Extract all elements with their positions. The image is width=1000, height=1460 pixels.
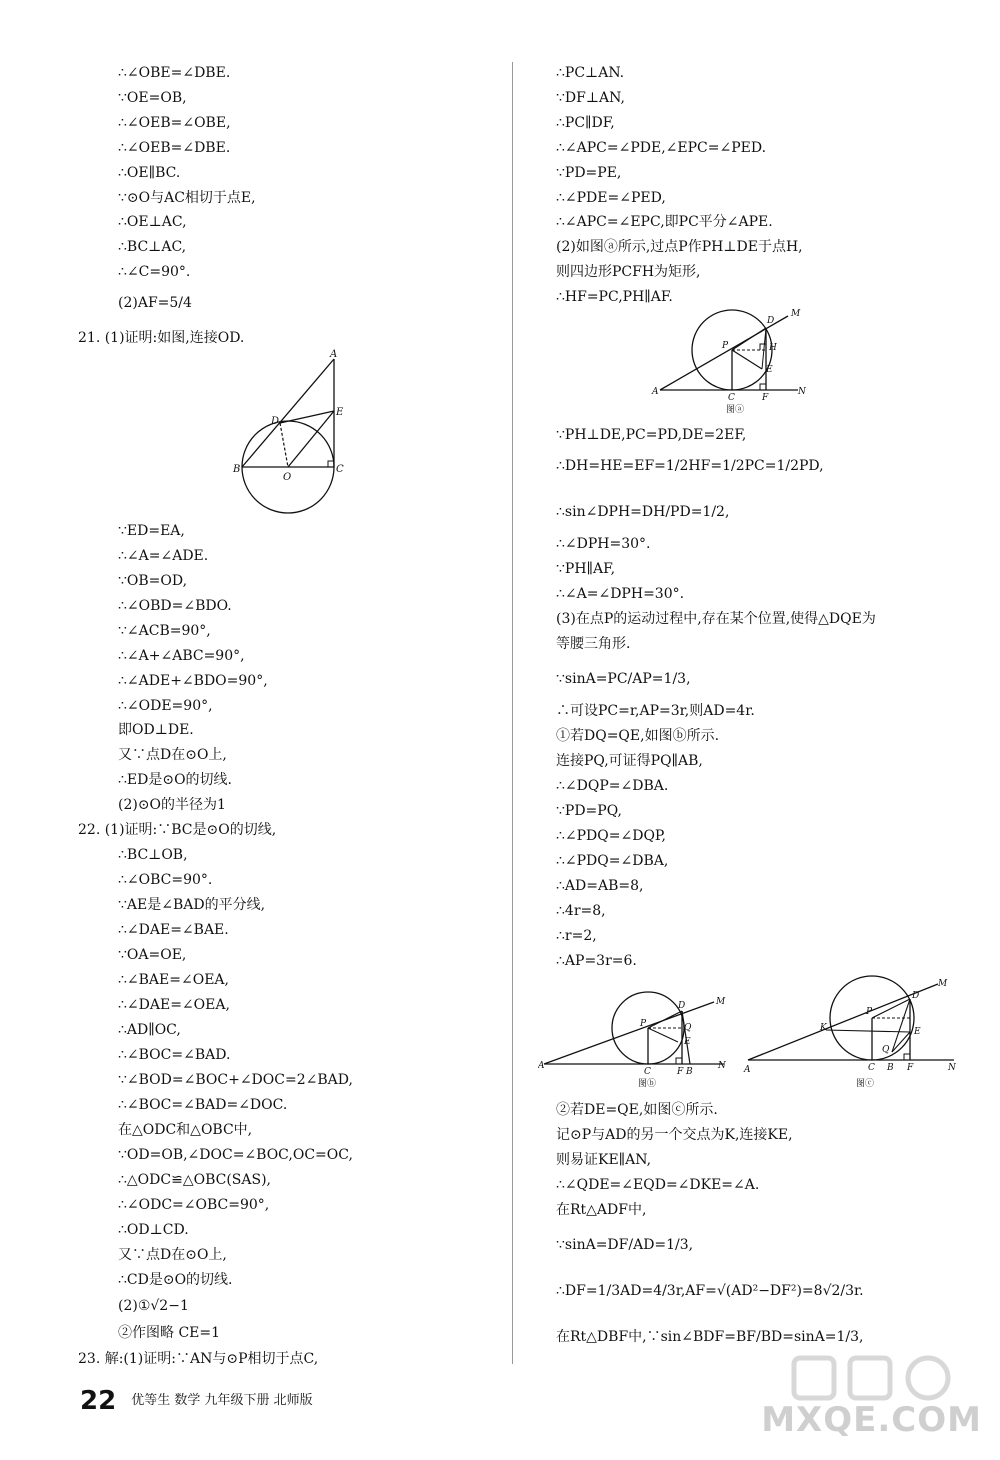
text-line: ∵DF⊥AN,	[556, 90, 625, 106]
geometry-diagram-b	[538, 988, 738, 1100]
text-line: ∵PD=PE,	[556, 165, 622, 181]
text-line: 记⊙P与AD的另一个交点为K,连接KE,	[556, 1127, 793, 1143]
svg-text:N: N	[798, 387, 806, 397]
text-line: ∴4r=8,	[556, 903, 606, 919]
svg-text:P: P	[722, 341, 729, 351]
text-line: ∵ED=EA,	[118, 523, 185, 539]
svg-text:K: K	[820, 1023, 827, 1033]
text-line: ∴∠APC=∠EPC,即PC平分∠APE.	[556, 214, 773, 230]
text-line: ∴OD⊥CD.	[118, 1222, 189, 1238]
text-line: (2)AF=5/4	[118, 295, 192, 311]
text-line: ∴AP=3r=6.	[556, 953, 637, 969]
text-line: ∴AD∥OC,	[118, 1022, 181, 1038]
watermark-logo	[790, 1352, 960, 1402]
text-line: ∴PC⊥AN.	[556, 65, 625, 81]
text-line: 21. (1)证明:如图,连接OD.	[78, 330, 245, 346]
figure-b	[538, 988, 738, 1104]
geometry-diagram-a	[648, 306, 808, 418]
geometry-diagram-21	[230, 345, 360, 520]
text-line: (2)如图ⓐ所示,过点P作PH⊥DE于点H,	[556, 239, 803, 255]
svg-text:F: F	[677, 1067, 684, 1077]
svg-text:B: B	[686, 1067, 693, 1077]
text-line: ∴∠A=∠ADE.	[118, 548, 209, 564]
svg-text:B: B	[233, 464, 241, 475]
text-line: ∴DH=HE=EF=1/2HF=1/2PC=1/2PD,	[556, 458, 824, 474]
text-line: ∴∠PDE=∠PED,	[556, 190, 666, 206]
text-line: ∴∠DQP=∠DBA.	[556, 778, 669, 794]
figure-21	[230, 345, 360, 524]
text-line: ∴HF=PC,PH∥AF.	[556, 289, 673, 305]
text-line: ∴∠BOC=∠BAD.	[118, 1047, 231, 1063]
text-line: ∴∠OBE=∠DBE.	[118, 65, 231, 81]
figure-a-caption: 图ⓐ	[726, 405, 745, 415]
svg-text:B: B	[887, 1063, 894, 1073]
text-line: ①若DQ=QE,如图ⓑ所示.	[556, 728, 720, 744]
text-line: ∴∠PDQ=∠DQP,	[556, 828, 666, 844]
svg-text:C: C	[728, 393, 735, 403]
geometry-diagram-c	[742, 972, 962, 1092]
text-line: ∵∠ACB=90°,	[118, 623, 211, 639]
text-line: 则易证KE∥AN,	[556, 1152, 652, 1168]
svg-text:N: N	[718, 1061, 726, 1071]
text-line: ∴∠A+∠ABC=90°,	[118, 648, 245, 664]
text-line: (2)①√2−1	[118, 1298, 189, 1314]
text-line: 在△ODC和△OBC中,	[118, 1122, 253, 1138]
text-line: 又∵点D在⊙O上,	[118, 1247, 227, 1263]
text-line: ∴∠DAE=∠BAE.	[118, 922, 229, 938]
text-line: ∴BC⊥OB,	[118, 847, 188, 863]
text-line: ∴BC⊥AC,	[118, 239, 187, 255]
text-line: 又∵点D在⊙O上,	[118, 747, 227, 763]
svg-text:D: D	[912, 991, 920, 1001]
text-line: ∴ED是⊙O的切线.	[118, 772, 233, 788]
page-footer	[80, 1386, 313, 1416]
text-line: ∴∠BOC=∠BAD=∠DOC.	[118, 1097, 288, 1113]
text-line: ∴∠ODC=∠OBC=90°,	[118, 1197, 270, 1213]
text-line: ∴AD=AB=8,	[556, 878, 644, 894]
text-line: ∴△ODC≌△OBC(SAS),	[118, 1172, 271, 1188]
text-line: ∴∠A=∠DPH=30°.	[556, 586, 685, 602]
text-line: 在Rt△ADF中,	[556, 1202, 647, 1218]
svg-text:P: P	[866, 1007, 873, 1017]
text-line: ∴∠OEB=∠OBE,	[118, 115, 231, 131]
text-line: ∴DF=1/3AD=4/3r,AF=√(AD²−DF²)=8√2/3r.	[556, 1283, 864, 1299]
text-line: ∵PD=PQ,	[556, 803, 622, 819]
svg-text:D: D	[678, 1001, 686, 1011]
text-line: ∴r=2,	[556, 928, 597, 944]
text-line: ∴∠DAE=∠OEA,	[118, 997, 230, 1013]
page-number: 22	[80, 1386, 117, 1416]
text-line: 等腰三角形.	[556, 636, 631, 652]
svg-text:A: A	[652, 387, 659, 397]
text-line: ∴PC∥DF,	[556, 115, 615, 131]
text-line: 则四边形PCFH为矩形,	[556, 264, 701, 280]
svg-text:M: M	[716, 997, 726, 1007]
text-line: ∴∠BAE=∠OEA,	[118, 972, 229, 988]
watermark-text: MXQE.COM	[761, 1400, 982, 1440]
text-line: ∴∠OEB=∠DBE.	[118, 140, 231, 156]
text-line: ∴∠C=90°.	[118, 264, 191, 280]
text-line: ∴∠APC=∠PDE,∠EPC=∠PED.	[556, 140, 767, 156]
svg-text:A: A	[744, 1065, 751, 1075]
svg-text:H: H	[769, 343, 777, 353]
svg-text:C: C	[336, 464, 344, 475]
svg-text:D: D	[271, 416, 280, 427]
figure-b-caption: 图ⓑ	[638, 1079, 657, 1089]
svg-text:A: A	[330, 349, 338, 360]
text-line: ∴∠ADE+∠BDO=90°,	[118, 673, 268, 689]
text-line: ∴∠OBC=90°.	[118, 872, 213, 888]
text-line: ∵OA=OE,	[118, 947, 187, 963]
text-line: ∴OE∥BC.	[118, 165, 181, 181]
svg-text:E: E	[684, 1037, 691, 1047]
text-line: ∵∠BOD=∠BOC+∠DOC=2∠BAD,	[118, 1072, 353, 1088]
text-line: ∴∠QDE=∠EQD=∠DKE=∠A.	[556, 1177, 760, 1193]
text-line: ∴∠ODE=90°,	[118, 698, 213, 714]
figure-c-caption: 图ⓒ	[856, 1079, 875, 1089]
text-line: ∵AE是∠BAD的平分线,	[118, 897, 266, 913]
svg-text:F: F	[907, 1063, 914, 1073]
svg-text:E: E	[336, 407, 344, 418]
figure-a	[648, 306, 808, 422]
text-line: ∵OD=OB,∠DOC=∠BOC,OC=OC,	[118, 1147, 353, 1163]
text-line: ∴∠OBD=∠BDO.	[118, 598, 232, 614]
svg-text:C: C	[644, 1067, 651, 1077]
text-line: ∵PH∥AF,	[556, 561, 616, 577]
text-line: 在Rt△DBF中,∵sin∠BDF=BF/BD=sinA=1/3,	[556, 1329, 864, 1345]
figure-c	[742, 972, 962, 1096]
text-line: (3)在点P的运动过程中,存在某个位置,使得△DQE为	[556, 611, 876, 627]
text-line: ∴可设PC=r,AP=3r,则AD=4r.	[556, 703, 755, 719]
svg-text:P: P	[640, 1019, 647, 1029]
text-line: ∵sinA=DF/AD=1/3,	[556, 1237, 694, 1253]
text-line: ∵OB=OD,	[118, 573, 188, 589]
text-line: ∵OE=OB,	[118, 90, 187, 106]
svg-text:Q: Q	[684, 1023, 692, 1033]
svg-text:N: N	[948, 1063, 956, 1073]
text-line: ∵PH⊥DE,PC=PD,DE=2EF,	[556, 427, 747, 443]
svg-text:O: O	[283, 472, 292, 483]
text-line: ∴sin∠DPH=DH/PD=1/2,	[556, 504, 730, 520]
svg-text:E: E	[766, 365, 773, 375]
svg-text:Q: Q	[882, 1045, 890, 1055]
watermark-logo-icon	[790, 1352, 960, 1402]
text-line: 22. (1)证明:∵BC是⊙O的切线,	[78, 822, 277, 838]
svg-text:M: M	[791, 309, 801, 319]
svg-text:M: M	[938, 979, 948, 989]
text-line: 即OD⊥DE.	[118, 722, 194, 738]
svg-text:E: E	[914, 1027, 921, 1037]
text-line: ∴OE⊥AC,	[118, 214, 187, 230]
svg-text:D: D	[767, 316, 775, 326]
text-line: 23. 解:(1)证明:∵AN与⊙P相切于点C,	[78, 1351, 319, 1367]
text-line: ∴∠DPH=30°.	[556, 536, 651, 552]
svg-text:F: F	[762, 393, 769, 403]
text-line: 连接PQ,可证得PQ∥AB,	[556, 753, 703, 769]
svg-text:A: A	[538, 1061, 545, 1071]
text-line: ∵sinA=PC/AP=1/3,	[556, 671, 691, 687]
book-info: 优等生 数学 九年级下册 北师版	[131, 1393, 313, 1408]
text-line: ②若DE=QE,如图ⓒ所示.	[556, 1102, 718, 1118]
text-line: ∴CD是⊙O的切线.	[118, 1272, 233, 1288]
text-line: ∵⊙O与AC相切于点E,	[118, 190, 256, 206]
text-line: (2)⊙O的半径为1	[118, 797, 226, 813]
text-line: ②作图略 CE=1	[118, 1325, 221, 1341]
column-divider	[512, 62, 513, 1364]
text-line: ∴∠PDQ=∠DBA,	[556, 853, 669, 869]
svg-text:C: C	[868, 1063, 875, 1073]
